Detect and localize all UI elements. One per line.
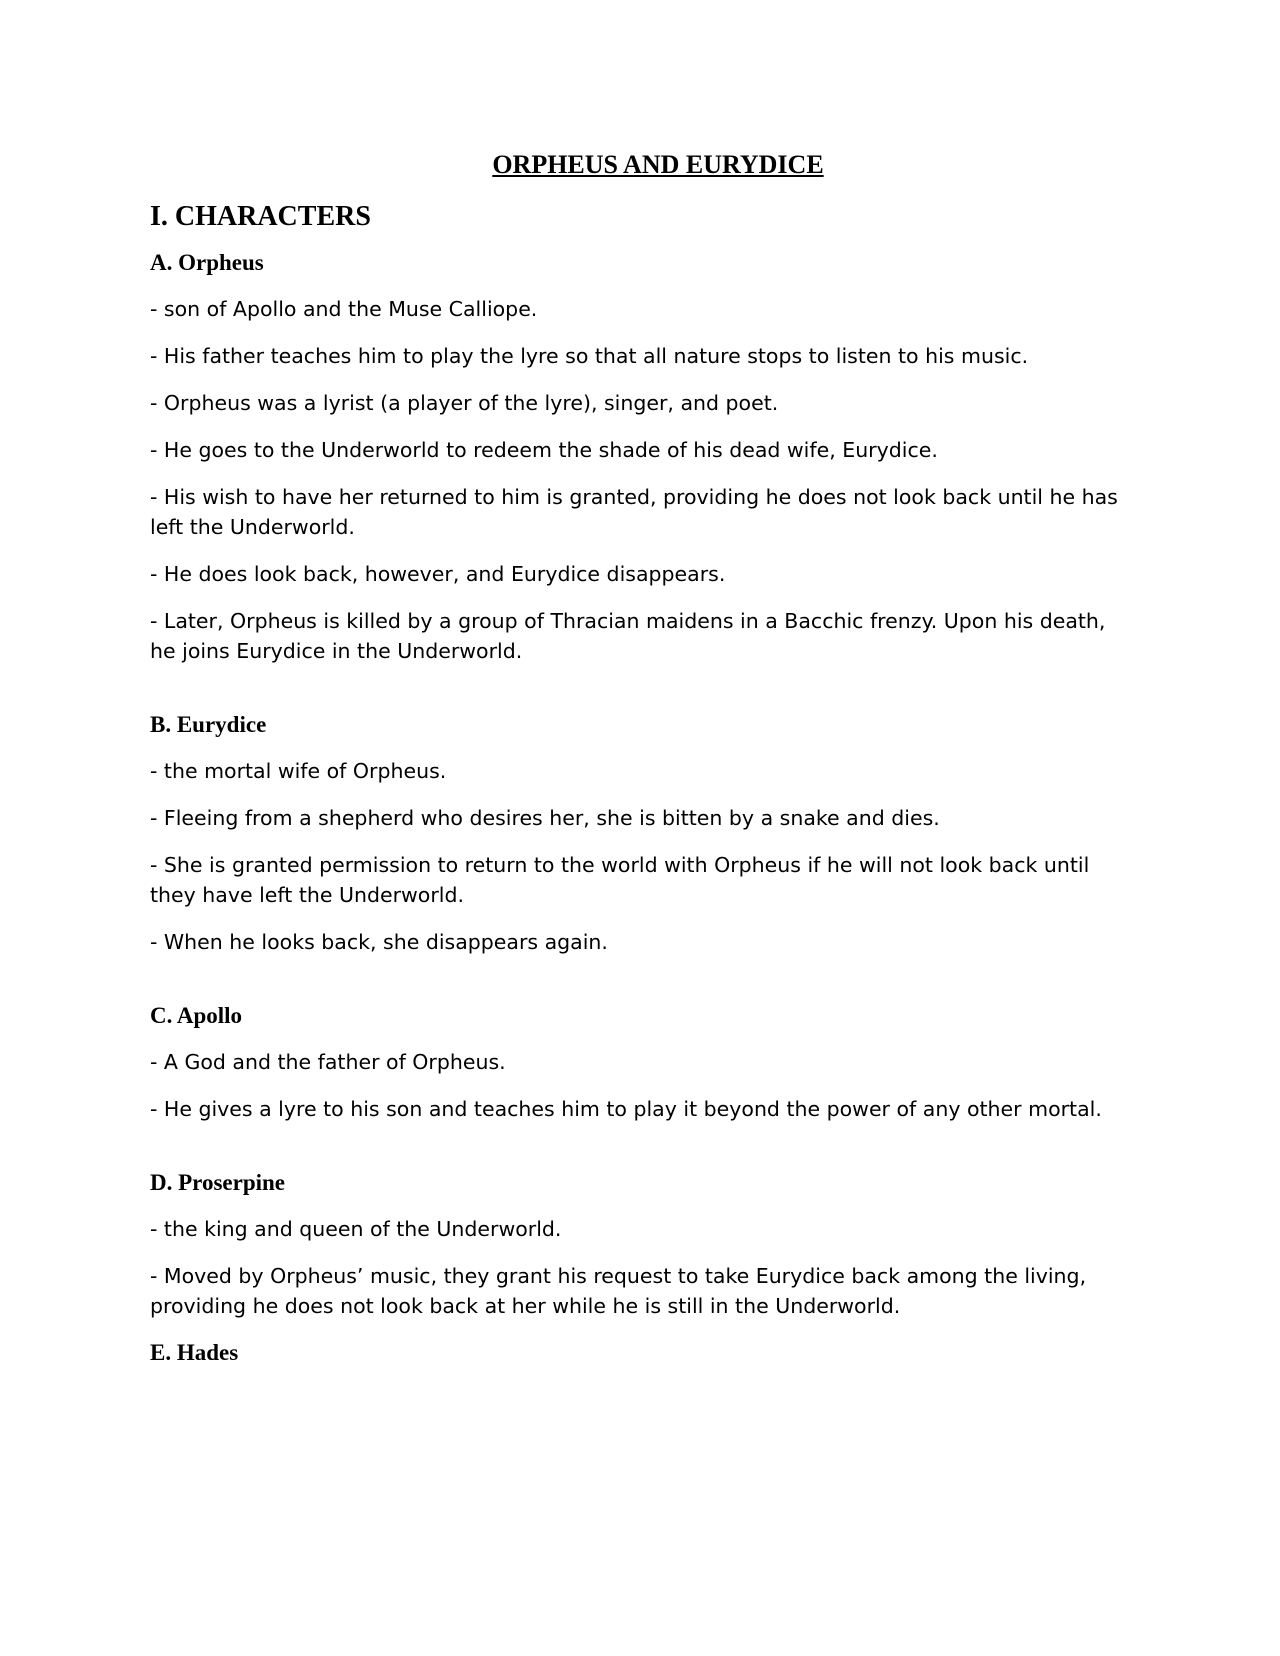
- document-page: [150, 148, 1130, 1384]
- character-heading: D. Proserpine: [150, 1170, 286, 1195]
- character-line: - A God and the father of Orpheus.: [150, 1050, 506, 1074]
- character-line: - His father teaches him to play the lyre so that all nature stops to listen to his music.: [150, 344, 1029, 368]
- character-block-eurydice: [150, 710, 1130, 957]
- character-line: - He does look back, however, and Eurydice disappears.: [150, 562, 726, 586]
- character-heading: E. Hades: [150, 1340, 239, 1365]
- character-line: - the king and queen of the Underworld.: [150, 1217, 562, 1241]
- character-block-orpheus: [150, 248, 1130, 666]
- character-line: - Orpheus was a lyrist (a player of the lyre), singer, and poet.: [150, 391, 779, 415]
- section-heading: I. CHARACTERS: [150, 201, 371, 232]
- character-block-proserpine: [150, 1168, 1130, 1321]
- character-line: - the mortal wife of Orpheus.: [150, 759, 447, 783]
- document-title: ORPHEUS AND EURYDICE: [492, 150, 824, 179]
- character-line: - He goes to the Underworld to redeem the shade of his dead wife, Eurydice.: [150, 438, 938, 462]
- character-line: - Later, Orpheus is killed by a group of Thracian maidens in a Bacchic frenzy. Upon his death, he joins Eurydice in the Underworld.: [150, 609, 1106, 663]
- character-heading: B. Eurydice: [150, 712, 267, 737]
- character-block-apollo: [150, 1001, 1130, 1124]
- character-line: - He gives a lyre to his son and teaches him to play it beyond the power of any other mortal.: [150, 1097, 1102, 1121]
- character-line: - She is granted permission to return to the world with Orpheus if he will not look back until they have left the Underworld.: [150, 853, 1090, 907]
- character-heading: A. Orpheus: [150, 250, 264, 275]
- character-heading: C. Apollo: [150, 1003, 243, 1028]
- character-line: - Fleeing from a shepherd who desires her, she is bitten by a snake and dies.: [150, 806, 940, 830]
- character-block-hades: [150, 1338, 1130, 1368]
- character-line: - When he looks back, she disappears again.: [150, 930, 608, 954]
- character-line: - Moved by Orpheus’ music, they grant his request to take Eurydice back among the living, providing he does not look back at her while he is still in the Underworld.: [150, 1264, 1087, 1318]
- character-line: - His wish to have her returned to him is granted, providing he does not look back until he has left the Underworld.: [150, 485, 1118, 539]
- character-line: - son of Apollo and the Muse Calliope.: [150, 297, 538, 321]
